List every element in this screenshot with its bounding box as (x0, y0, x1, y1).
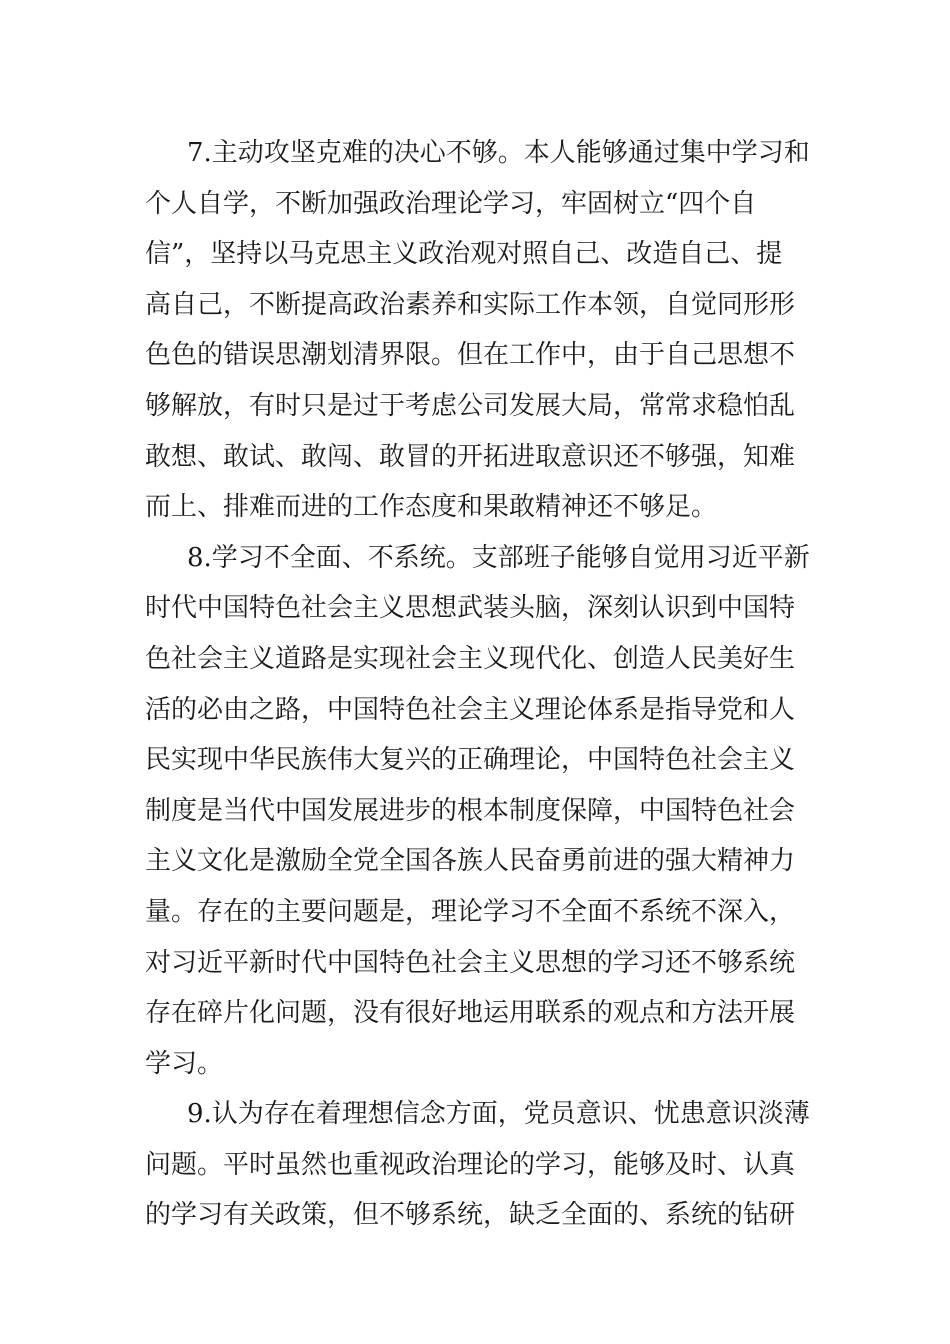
paragraph-line: 9.认为存在着理想信念方面，党员意识、忧患意识淡薄 (187, 1099, 810, 1130)
paragraph-line: 色社会主义道路是实现社会主义现代化、创造人民美好生 (145, 643, 796, 674)
paragraph-line: 敢想、敢试、敢闯、敢冒的开拓进取意识还不够强，知难 (145, 441, 796, 472)
paragraph-line: 时代中国特色社会主义思想武装头脑，深刻认识到中国特 (145, 593, 796, 624)
paragraph-line: 高自己，不断提高政治素养和实际工作本领，自觉同形形 (145, 289, 796, 320)
paragraph-line: 对习近平新时代中国特色社会主义思想的学习还不够系统 (145, 947, 796, 978)
paragraph-7 (145, 128, 810, 533)
paragraph-8 (145, 533, 810, 1090)
paragraph-line: 而上、排难而进的工作态度和果敢精神还不够足。 (145, 492, 718, 523)
paragraph-line: 活的必由之路，中国特色社会主义理论体系是指导党和人 (145, 694, 796, 725)
paragraph-line: 制度是当代中国发展进步的根本制度保障，中国特色社会 (145, 795, 796, 826)
paragraph-line: 存在碎片化问题，没有很好地运用联系的观点和方法开展 (145, 998, 796, 1029)
paragraph-line: 主义文化是激励全党全国各族人民奋勇前进的强大精神力 (145, 846, 796, 877)
paragraph-line: 个人自学，不断加强政治理论学习，牢固树立“四个自 (145, 188, 757, 219)
paragraph-line: 民实现中华民族伟大复兴的正确理论，中国特色社会主义 (145, 745, 796, 776)
paragraph-line: 的学习有关政策，但不够系统，缺乏全面的、系统的钻研 (145, 1200, 796, 1231)
document-body (145, 128, 810, 1241)
paragraph-line: 量。存在的主要问题是，理论学习不全面不系统不深入， (145, 896, 796, 927)
paragraph-line: 信”，坚持以马克思主义政治观对照自己、改造自己、提 (145, 239, 783, 270)
paragraph-line: 7.主动攻坚克难的决心不够。本人能够通过集中学习和 (187, 138, 810, 168)
paragraph-line: 8.学习不全面、不系统。支部班子能够自觉用习近平新 (187, 542, 810, 573)
paragraph-line: 学习。 (145, 1048, 224, 1079)
paragraph-line: 够解放，有时只是过于考虑公司发展大局，常常求稳怕乱 (145, 390, 796, 421)
paragraph-9 (145, 1089, 810, 1241)
paragraph-line: 色色的错误思潮划清界限。但在工作中，由于自己思想不 (145, 340, 796, 371)
paragraph-line: 问题。平时虽然也重视政治理论的学习，能够及时、认真 (145, 1149, 796, 1180)
